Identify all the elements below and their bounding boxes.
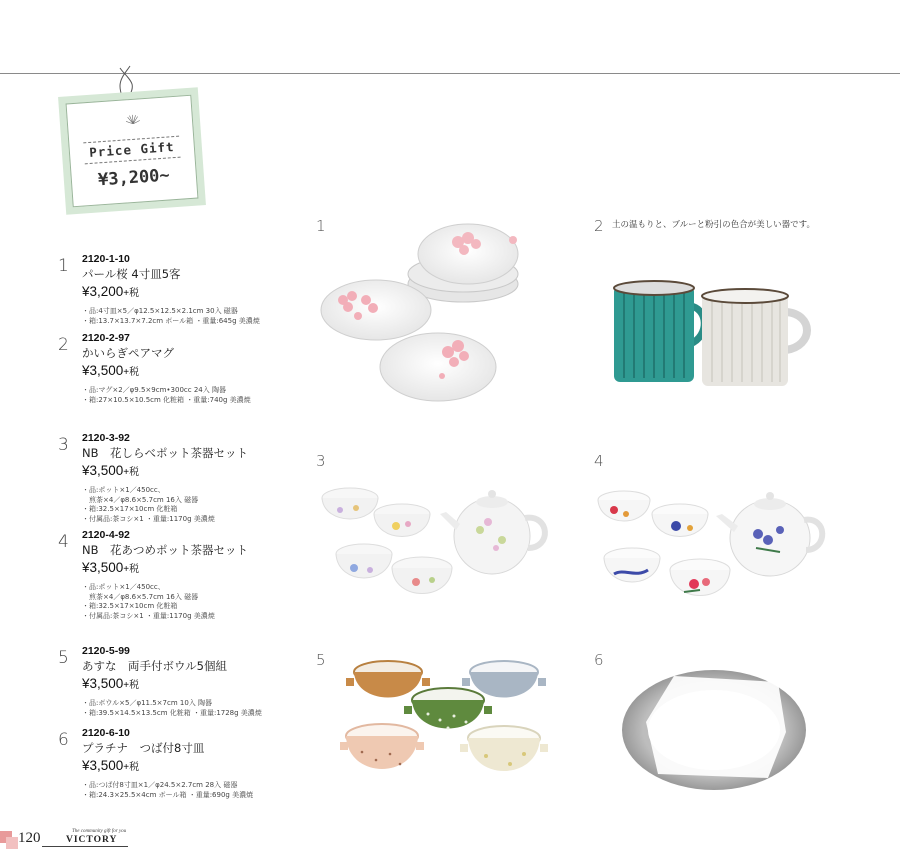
photo-label-1: 1 [316, 217, 326, 235]
item-code: 2120-1-10 [82, 253, 130, 265]
sunburst-icon [125, 113, 140, 124]
spec-line: ・品:ボウル×5／φ11.5×7cm 10入 陶器 [82, 699, 213, 707]
photo-tea-set-hanaatsume [596, 478, 828, 618]
item-number: 6 [58, 730, 69, 750]
tax-label: +税 [123, 762, 140, 773]
spec-line: 煎茶×4／φ8.6×5.7cm 16入 磁器 [82, 495, 199, 504]
photo-tea-set-hanashirabe [320, 478, 556, 616]
item-code: 2120-5-99 [82, 645, 130, 657]
tax-label: +税 [123, 564, 140, 575]
item-name: あすな 両手付ボウル5個組 [82, 659, 227, 673]
spec-line: ・箱:13.7×13.7×7.2cm ボール箱 ・重量:645g 美濃焼 [82, 316, 260, 325]
item-price [82, 558, 312, 580]
item-name: NB 花しらべポット茶器セット [82, 446, 248, 460]
photo-label-5: 5 [316, 651, 326, 669]
price-value: ¥3,500 [82, 560, 124, 575]
item-code: 2120-6-10 [82, 727, 130, 739]
photo-label-2: 2 [594, 217, 604, 235]
price-value: ¥3,500 [82, 758, 124, 773]
item-specs [82, 781, 312, 800]
footer-accent-square-light [6, 837, 18, 849]
photo-2-caption: 土の温もりと、ブルーと粉引の色合が美しい器です。 [612, 220, 815, 230]
spec-line: ・品:ポット×1／450cc、 [82, 486, 165, 494]
brand-tagline: The community gift for you [72, 829, 127, 834]
spec-line: ・品:ポット×1／450cc、 [82, 583, 165, 591]
spec-line: ・箱:32.5×17×10cm 化粧箱 [82, 602, 178, 610]
spec-line: ・品:4寸皿×5／φ12.5×12.5×2.1cm 30入 磁器 [82, 307, 238, 315]
photo-sakura-plates [318, 212, 528, 412]
tag-price: ¥3,200~ [97, 165, 171, 191]
item-price [82, 674, 312, 696]
spec-line: ・箱:39.5×14.5×13.5cm 化粧箱 ・重量:1728g 美濃焼 [82, 708, 262, 717]
item-specs [82, 486, 312, 524]
spec-line: ・品:つば付8寸皿×1／φ24.5×2.7cm 28入 磁器 [82, 781, 238, 789]
photo-pair-mugs [608, 276, 818, 394]
photo-label-4: 4 [594, 452, 604, 470]
spec-line: ・箱:24.3×25.5×4cm ボール箱 ・重量:690g 美濃焼 [82, 790, 254, 799]
price-value: ¥3,500 [82, 676, 124, 691]
item-number: 2 [58, 335, 69, 355]
item-price [82, 361, 312, 383]
price-gift-tag [58, 87, 206, 214]
spec-line: ・箱:32.5×17×10cm 化粧箱 [82, 505, 178, 513]
spec-line: ・付属品:茶コシ×1 ・重量:1170g 美濃焼 [82, 611, 215, 620]
spec-line: 煎茶×4／φ8.6×5.7cm 16入 磁器 [82, 592, 199, 601]
item-name: プラチナ つば付8寸皿 [82, 741, 205, 755]
photo-label-3: 3 [316, 452, 326, 470]
item-name: かいらぎペアマグ [82, 346, 174, 360]
photo-handled-bowls [340, 656, 564, 796]
brand-logo: VICTORY [66, 835, 118, 845]
item-number: 1 [58, 256, 69, 276]
footer-rule [42, 846, 128, 847]
item-specs [82, 699, 312, 718]
price-value: ¥3,500 [82, 363, 124, 378]
item-code: 2120-2-97 [82, 332, 130, 344]
item-name: パール桜 4寸皿5客 [82, 267, 181, 281]
item-price [82, 282, 312, 304]
tag-title: Price Gift [88, 139, 175, 160]
item-specs [82, 307, 312, 326]
price-value: ¥3,200 [82, 284, 124, 299]
item-price [82, 461, 312, 483]
tax-label: +税 [123, 367, 140, 378]
item-number: 4 [58, 532, 69, 552]
price-value: ¥3,500 [82, 463, 124, 478]
tax-label: +税 [123, 680, 140, 691]
spec-line: ・箱:27×10.5×10.5cm 化粧箱 ・重量:740g 美濃焼 [82, 395, 251, 404]
tax-label: +税 [123, 467, 140, 478]
item-code: 2120-3-92 [82, 432, 130, 444]
photo-platinum-rim-plate [618, 666, 810, 796]
item-number: 5 [58, 648, 69, 668]
item-specs [82, 386, 312, 405]
spec-line: ・品:マグ×2／φ9.5×9cm•300cc 24入 陶器 [82, 386, 226, 394]
item-price [82, 756, 312, 778]
spec-line: ・付属品:茶コシ×1 ・重量:1170g 美濃焼 [82, 514, 215, 523]
tax-label: +税 [123, 288, 140, 299]
item-code: 2120-4-92 [82, 529, 130, 541]
item-name: NB 花あつめポット茶器セット [82, 543, 248, 557]
item-specs [82, 583, 312, 621]
page-number: 120 [18, 830, 41, 846]
photo-label-6: 6 [594, 651, 604, 669]
item-number: 3 [58, 435, 69, 455]
